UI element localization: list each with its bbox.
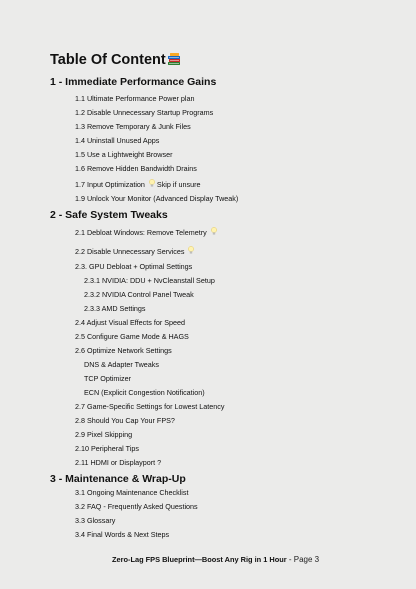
toc-subitem[interactable]: 2.3.2 NVIDIA Control Panel Tweak	[84, 290, 194, 299]
toc-item[interactable]: 3.3 Glossary	[75, 516, 116, 525]
toc-item[interactable]: 2.7 Game-Specific Settings for Lowest Latency	[75, 402, 225, 411]
page-number: Page 3	[293, 555, 320, 564]
toc-item[interactable]	[75, 179, 200, 191]
toc-item[interactable]: 3.1 Ongoing Maintenance Checklist	[75, 488, 189, 497]
toc-item-label: 2.2 Disable Unnecessary Services	[75, 247, 185, 256]
toc-item[interactable]: 1.9 Unlock Your Monitor (Advanced Display Tweak)	[75, 194, 239, 203]
toc-item[interactable]: 2.10 Peripheral Tips	[75, 444, 139, 453]
toc-item[interactable]: 1.2 Disable Unnecessary Startup Programs	[75, 108, 214, 117]
toc-item[interactable]: 1.3 Remove Temporary & Junk Files	[75, 122, 191, 131]
toc-subitem[interactable]: 2.3.3 AMD Settings	[84, 304, 146, 313]
footer-separator: -	[286, 555, 294, 564]
books-icon	[167, 52, 181, 72]
toc-item[interactable]: 2.9 Pixel Skipping	[75, 430, 133, 439]
toc-item-label: 1.7 Input Optimization	[75, 180, 145, 189]
toc-item[interactable]: 2.4 Adjust Visual Effects for Speed	[75, 318, 186, 327]
toc-item[interactable]: 1.5 Use a Lightweight Browser	[75, 150, 173, 159]
toc-item[interactable]: 2.5 Configure Game Mode & HAGS	[75, 332, 189, 341]
toc-item[interactable]: 3.2 FAQ - Frequently Asked Questions	[75, 502, 198, 511]
lightbulb-icon	[149, 179, 155, 191]
toc-item[interactable]	[75, 246, 196, 258]
toc-item-note: Skip if unsure	[156, 180, 201, 189]
toc-subitem[interactable]: DNS & Adapter Tweaks	[84, 360, 159, 369]
toc-item[interactable]	[75, 227, 219, 239]
toc-item[interactable]: 2.3. GPU Debloat + Optimal Settings	[75, 262, 193, 271]
toc-item[interactable]: 1.4 Uninstall Unused Apps	[75, 136, 160, 145]
toc-item[interactable]: 3.4 Final Words & Next Steps	[75, 530, 170, 539]
footer-title: Zero-Lag FPS Blueprint—Boost Any Rig in 1 Hour	[112, 555, 287, 564]
toc-item[interactable]: 2.8 Should You Cap Your FPS?	[75, 416, 175, 425]
toc-title-text: Table Of Content	[50, 52, 166, 68]
toc-item[interactable]: 2.11 HDMI or Displayport ?	[75, 458, 162, 467]
toc-subitem[interactable]: 2.3.1 NVIDIA: DDU + NvCleanstall Setup	[84, 276, 215, 285]
toc-subitem[interactable]: TCP Optimizer	[84, 374, 131, 383]
section-heading-1: 1 - Immediate Performance Gains	[50, 76, 217, 88]
toc-title	[50, 50, 181, 72]
section-heading-3: 3 - Maintenance & Wrap-Up	[50, 473, 186, 485]
toc-item[interactable]: 2.6 Optimize Network Settings	[75, 346, 172, 355]
lightbulb-icon	[211, 227, 217, 239]
toc-item[interactable]: 1.6 Remove Hidden Bandwidth Drains	[75, 164, 197, 173]
toc-item-label: 2.1 Debloat Windows: Remove Telemetry	[75, 228, 207, 237]
toc-subitem[interactable]: ECN (Explicit Congestion Notification)	[84, 388, 205, 397]
lightbulb-icon	[188, 246, 194, 258]
toc-item[interactable]: 1.1 Ultimate Performance Power plan	[75, 94, 195, 103]
section-heading-2: 2 - Safe System Tweaks	[50, 209, 168, 221]
page-footer	[112, 555, 319, 565]
